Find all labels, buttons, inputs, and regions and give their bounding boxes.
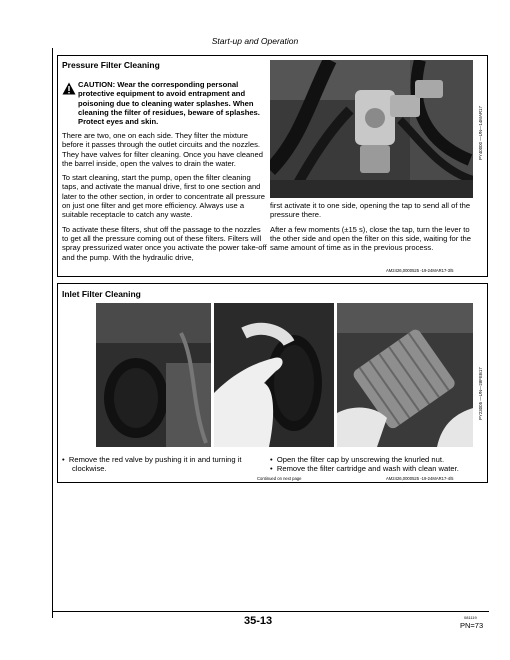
list-item: • Remove the red valve by pushing it in and turning it clockwise.: [62, 455, 242, 474]
cartridge-removal-illustration: [337, 303, 473, 447]
reference-code: AM2426,0000525 -19-24MAR17-3/5: [386, 268, 454, 273]
footer-rule: [52, 611, 489, 612]
continued-note: Continued on next page: [257, 476, 302, 481]
cap-removal-illustration: [214, 303, 334, 447]
paragraph: To activate these filters, shut off the passage to the nozzles to get all the pressure coming out of these filters. Filters will spray pressurized water once you activate the power take-off and the pump. With the hydraulic drive,: [62, 224, 267, 262]
paragraph: first activate it to one side, opening the tap to send all of the pressure there.: [270, 201, 471, 220]
section-title: Inlet Filter Cleaning: [62, 289, 141, 299]
caution-block: [78, 80, 266, 126]
inlet-filter-photo-3: [337, 303, 473, 447]
section-title: Pressure Filter Cleaning: [62, 60, 160, 70]
bullets-right: [270, 455, 480, 474]
section1-text-right: [270, 201, 480, 257]
photo-code: PY40000 —UN—14MAR17: [478, 106, 483, 160]
list-item: • Remove the filter cartridge and wash with clean water.: [270, 464, 459, 474]
caution-text: Wear the corresponding personal protective equipment to avoid entrapment and poisoning due to cleaning water splashes. When cleaning the filter of residues, beware of splashes. Protect eyes and skin.: [78, 80, 260, 127]
warning-triangle-icon: [62, 82, 76, 95]
paragraph: There are two, one on each side. They filter the mixture before it passes through the outlet circuits and the nozzles. They have valves for filter cleaning. Once you have cleaned the barrel inside, open the valves to drain the water.: [62, 131, 263, 168]
page-header-title: Start-up and Operation: [211, 36, 299, 46]
pressure-filter-photo: [270, 60, 473, 198]
paragraph: After a few moments (±15 s), close the tap, turn the lever to the other side and open the filter on this side, waiting for the same amount of time as in the previous process.: [270, 224, 471, 253]
valve-removal-illustration: [96, 303, 211, 447]
photo-code: PY23005 —UN—28FEB17: [478, 367, 483, 420]
bullets-left: [62, 455, 267, 474]
caution-label: CAUTION:: [78, 80, 116, 89]
paragraph: To start cleaning, start the pump, open the filter cleaning taps, and activate the manual drive, first to one section and later to the other section, in order to concentrate all pressure on just one filter and get more efficiency. Always use a suitable receptacle to catch any waste.: [62, 173, 266, 220]
reference-code: AM2426,0000525 -19-24MAR17-4/5: [386, 476, 454, 481]
list-item: • Open the filter cap by unscrewing the knurled nut.: [270, 455, 445, 464]
pressure-filter-illustration: [270, 60, 473, 198]
inlet-filter-photo-2: [214, 303, 334, 447]
footer-small-code: 081119: [464, 615, 477, 620]
section1-text-left: [62, 131, 267, 267]
page-number: 35-13: [244, 615, 273, 627]
footer-pn: PN=73: [460, 621, 484, 630]
header-rule: [52, 48, 53, 618]
inlet-filter-photo-1: [96, 303, 211, 447]
